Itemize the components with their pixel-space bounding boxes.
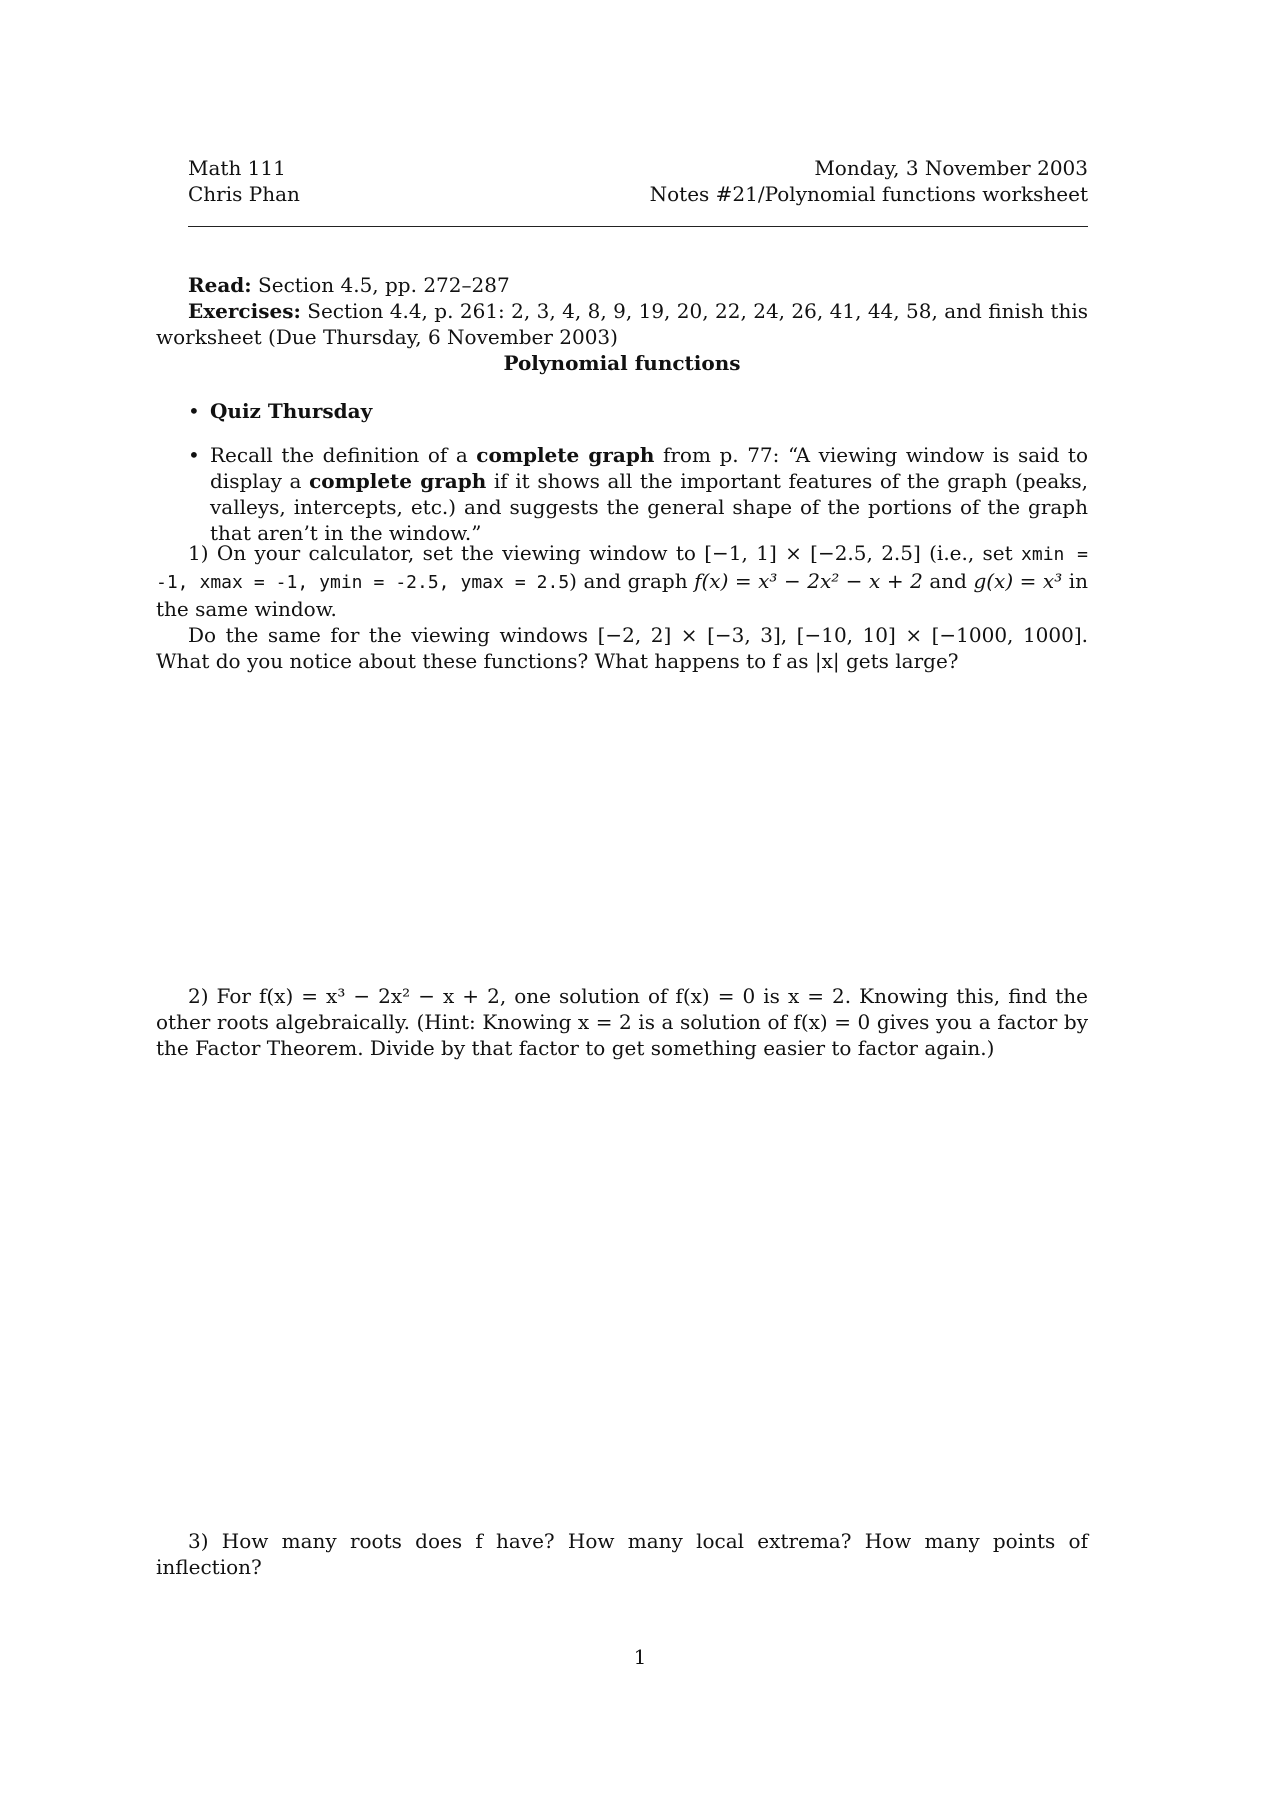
exercises-text: Section 4.4, p. 261: 2, 3, 4, 8, 9, 19, 20, 22, 24, 26, 41, 44, 58, and finish this worksheet (Due Thursday, 6 November 2003) xyxy=(156,299,1088,349)
q1-g-def: g(x) = x³ xyxy=(973,569,1063,593)
recall-mid: from p. 77: “A viewing window is said to display a xyxy=(210,443,1088,493)
q1-text-d: in the same window. xyxy=(156,569,1089,621)
bullet-quiz xyxy=(188,398,1088,424)
recall-term: complete graph xyxy=(476,443,655,467)
question-1-part-2: Do the same for the viewing windows [−2, 2] × [−3, 3], [−10, 10] × [−1000, 1000]. What do you notice about these functions? What happens to f as |x| gets large? xyxy=(156,623,1088,673)
q1-code: xmin = -1, xmax = -1, ymin = -2.5, ymax = 2.5 xyxy=(156,544,1089,593)
q1-text-a: 1) On your calculator, set the viewing window to [−1, 1] × [−2.5, 2.5] (i.e., set xyxy=(188,541,1022,565)
question-1-part-1 xyxy=(156,540,1088,622)
header-right xyxy=(650,155,1088,207)
read-text: Section 4.5, pp. 272–287 xyxy=(258,273,510,297)
read-label: Read: xyxy=(188,273,252,297)
page-number: 1 xyxy=(633,1645,647,1669)
author-name: Chris Phan xyxy=(188,182,300,206)
bullet-list xyxy=(188,398,1088,560)
bullet-dot-icon: • xyxy=(188,399,200,423)
question-2: 2) For f(x) = x³ − 2x² − x + 2, one solution of f(x) = 0 is x = 2. Knowing this, find the other roots algebraically. (Hint: Knowing x = 2 is a solution of f(x) = 0 gives you a factor by the Factor Theorem. Divide by that factor to get something easier to factor again.) xyxy=(156,984,1088,1060)
assignment-block xyxy=(156,272,1088,376)
header-divider xyxy=(188,226,1088,227)
exercises-line xyxy=(156,298,1088,350)
recall-pre: Recall the definition of a xyxy=(210,443,477,467)
recall-term-2: complete graph xyxy=(309,469,487,493)
section-title: Polynomial functions xyxy=(503,351,741,375)
notes-title: Notes #21/Polynomial functions worksheet xyxy=(649,182,1088,206)
date: Monday, 3 November 2003 xyxy=(814,156,1088,180)
question-3: 3) How many roots does f have? How many local extrema? How many points of inflection? xyxy=(156,1529,1088,1579)
page-header xyxy=(188,155,1088,215)
q1-text-b: ) and graph xyxy=(569,569,695,593)
q1-text-c: and xyxy=(922,569,974,593)
course-name: Math 111 xyxy=(188,156,286,180)
question-1 xyxy=(156,540,1088,674)
header-left xyxy=(188,155,300,207)
recall-post: if it shows all the important features of the graph (peaks, valleys, intercepts, etc.) and suggests the general shape of the portions of the graph that aren’t in the window.” xyxy=(210,469,1088,545)
read-line xyxy=(156,272,1088,298)
exercises-label: Exercises: xyxy=(188,299,301,323)
quiz-text: Quiz Thursday xyxy=(210,399,373,423)
q1-f-def: f(x) = x³ − 2x² − x + 2 xyxy=(694,569,923,593)
bullet-recall xyxy=(188,442,1088,546)
bullet-dot-icon: • xyxy=(188,443,200,467)
